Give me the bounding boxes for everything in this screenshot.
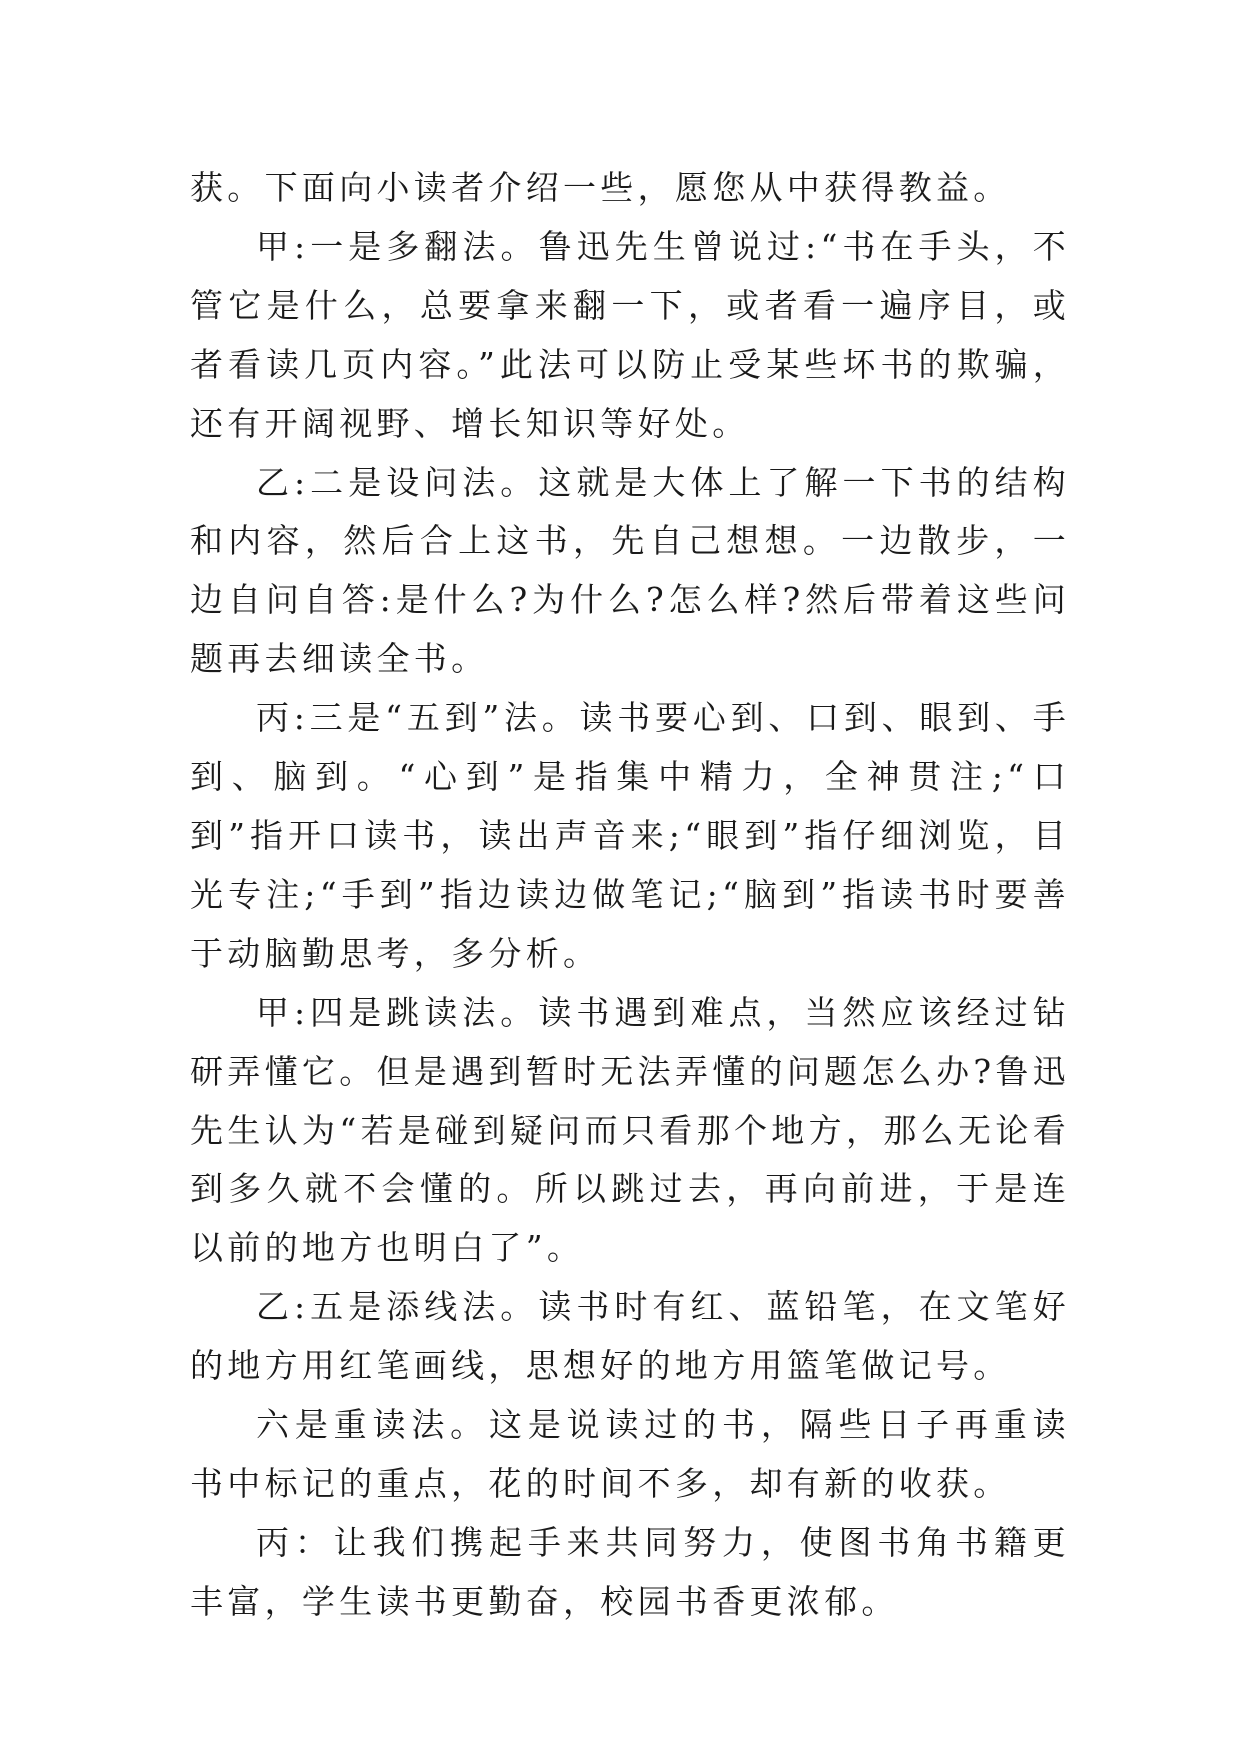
document-body: [190, 159, 1070, 1632]
paragraph-continuation: 获。下面向小读者介绍一些，愿您从中获得教益。: [190, 168, 1011, 207]
paragraph-closing: 丙：让我们携起手来共同努力，使图书角书籍更丰富，学生读书更勤奋，校园书香更浓郁。: [190, 1522, 1070, 1621]
paragraph-method-5-underlining: 乙:五是添线法。读书时有红、蓝铅笔，在文笔好的地方用红笔画线，思想好的地方用篮笔做记号。: [190, 1287, 1070, 1386]
paragraph-method-1-skim: 甲:一是多翻法。鲁迅先生曾说过:“书在手头，不管它是什么，总要拿来翻一下，或者看一遍序目，或者看读几页内容。”此法可以防止受某些坏书的欺骗，还有开阔视野、增长知识等好处。: [190, 226, 1070, 443]
paragraph-method-3-five-to: 丙:三是“五到”法。读书要心到、口到、眼到、手到、脑到。“心到”是指集中精力，全神贯注;“口到”指开口读书，读出声音来;“眼到”指仔细浏览，目光专注;“手到”指边读边做笔记;“脑到”指读书时要善于动脑勤思考，多分析。: [190, 698, 1070, 973]
paragraph-method-2-questioning: 乙:二是设问法。这就是大体上了解一下书的结构和内容，然后合上这书，先自己想想。一边散步，一边自问自答:是什么?为什么?怎么样?然后带着这些问题再去细读全书。: [190, 462, 1070, 679]
paragraph-method-6-rereading: 六是重读法。这是说读过的书，隔些日子再重读书中标记的重点，花的时间不多，却有新的收获。: [190, 1405, 1070, 1503]
paragraph-method-4-jump-reading: 甲:四是跳读法。读书遇到难点，当然应该经过钻研弄懂它。但是遇到暂时无法弄懂的问题怎么办?鲁迅先生认为“若是碰到疑问而只看那个地方，那么无论看到多久就不会懂的。所以跳过去，再向前进，于是连以前的地方也明白了”。: [190, 992, 1070, 1268]
